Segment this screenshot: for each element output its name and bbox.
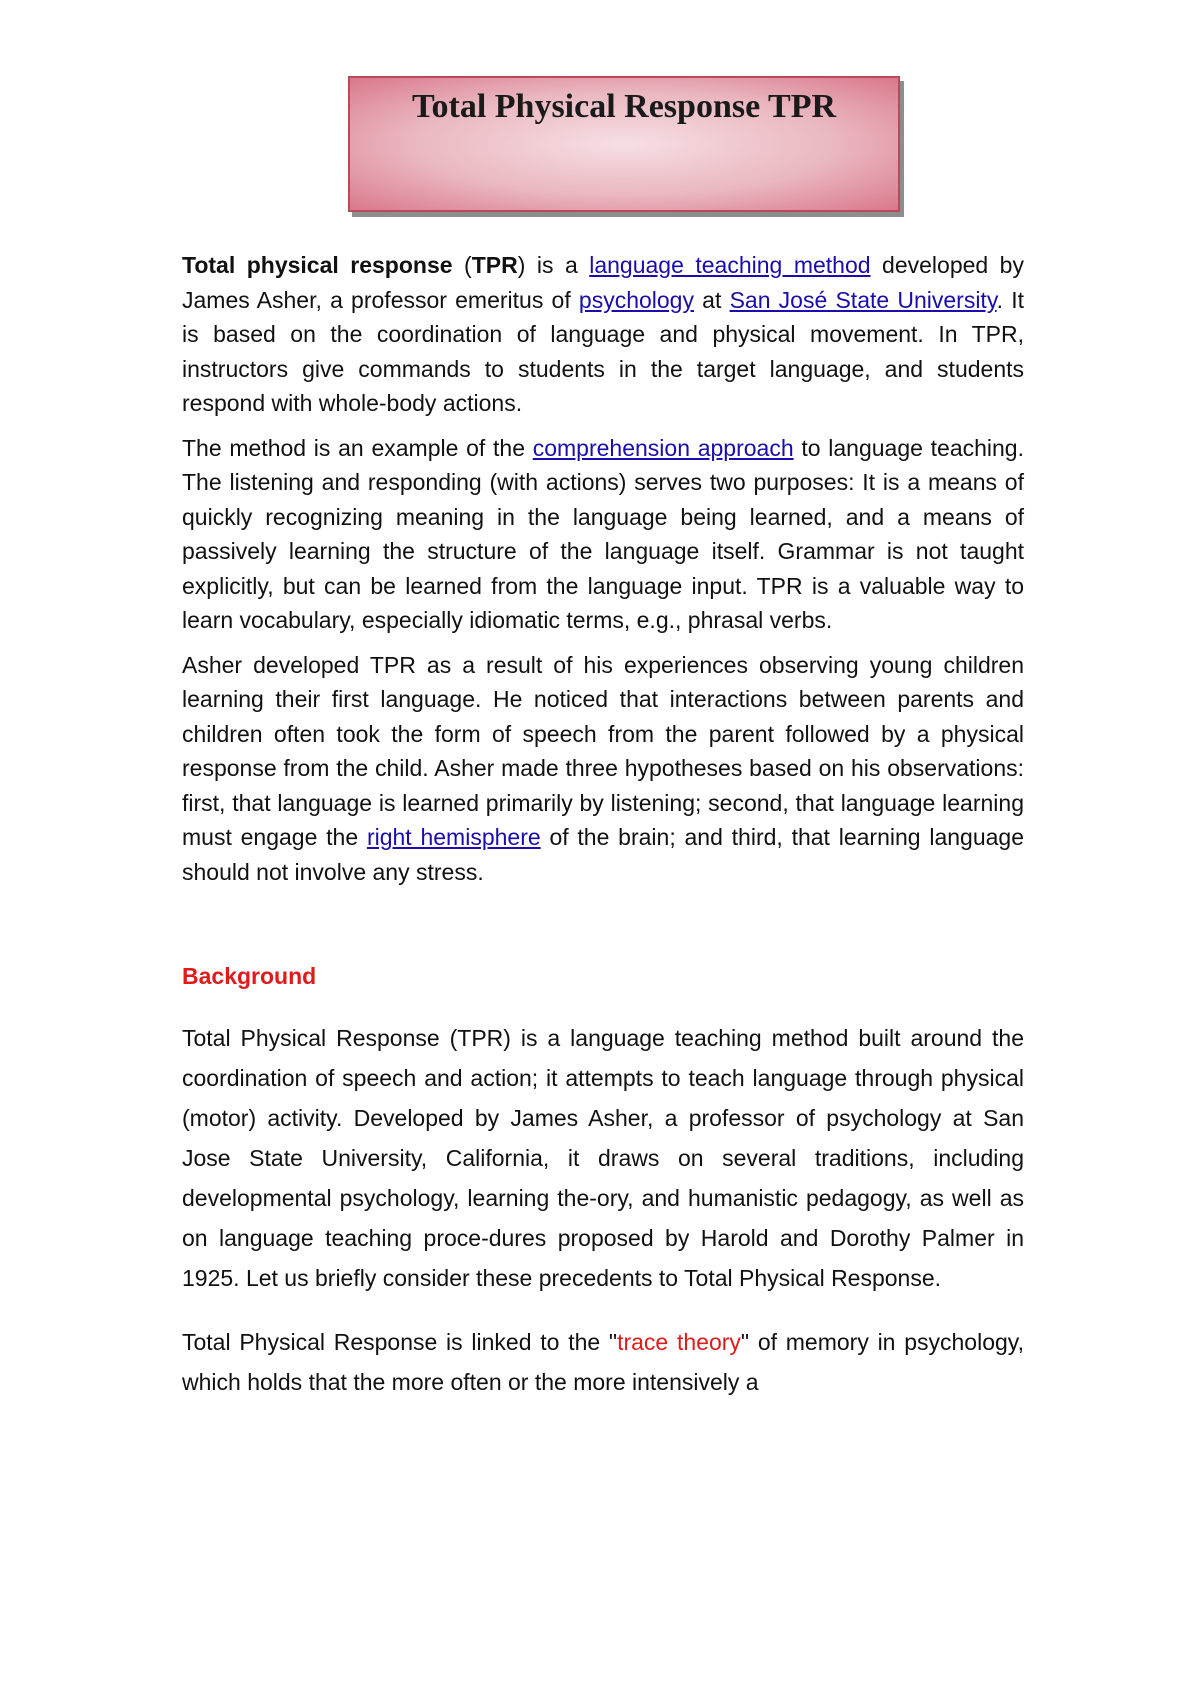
text-run: to language teaching. The listening and responding (with actions) serves two purposes: It is a means of quickly recognizing meaning in the language being learned, and a means of passively learning the structure of the language itself. Grammar is not taught explicitly, but can be learned from the language input. TPR is a valuable way to learn vocabulary, especially idiomatic terms, e.g., phrasal verbs. xyxy=(182,434,1024,633)
link-right-hemisphere[interactable]: right hemisphere xyxy=(366,824,541,850)
document-body xyxy=(182,248,1024,1426)
term-bold: Total physical response xyxy=(182,252,453,278)
text-run: The method is an example of the xyxy=(182,434,533,461)
title-banner xyxy=(348,76,900,212)
text-run: at xyxy=(693,286,730,313)
text-run: Total Physical Response is linked to the " xyxy=(182,1328,618,1355)
background-paragraph-2 xyxy=(182,1322,1024,1402)
link-language-teaching-method[interactable]: language teaching method xyxy=(589,252,871,278)
intro-paragraph-1 xyxy=(182,248,1024,421)
acronym-bold: TPR xyxy=(471,252,518,278)
background-paragraph-1: Total Physical Response (TPR) is a language teaching method built around the coordination of speech and action; it attempts to teach language through physical (motor) activity. Developed by James Asher, a professor of psychology at San Jose State University, California, it draws on several traditions, including developmental psychology, learning the-ory, and humanistic pedagogy, as well as on language teaching proce-dures proposed by Harold and Dorothy Palmer in 1925. Let us briefly consider these precedents to Total Physical Response. xyxy=(182,1024,1024,1291)
text-run: . It is based on the coordination of language and physical movement. In TPR, instructors give commands to students in the target language, and students respond with whole-body actions. xyxy=(182,286,1024,416)
text-run: ( xyxy=(452,252,472,278)
link-comprehension-approach[interactable]: comprehension approach xyxy=(532,434,794,461)
text-run: ) is a xyxy=(517,252,590,278)
link-psychology[interactable]: psychology xyxy=(578,286,694,313)
text-run: Asher developed TPR as a result of his experiences observing young children learning their first language. He noticed that interactions between parents and children often took the form of speech from the parent followed by a physical response from the child. Asher made three hypotheses based on his observations: first, that language is learned primarily by listening; second, that language learning must engage the xyxy=(182,651,1024,850)
document-title: Total Physical Response TPR xyxy=(411,88,837,125)
text-run: " of memory in psychology, which holds that the more often or the more intensively a xyxy=(182,1328,1024,1395)
text-run: of the brain; and third, that learning language should not involve any stress. xyxy=(182,824,1025,885)
text-run: developed by James Asher, a professor emeritus of xyxy=(182,252,1024,313)
trace-theory-term: trace theory xyxy=(617,1328,741,1355)
section-heading-background: Background xyxy=(182,963,317,989)
link-san-jose-state-university[interactable]: San José State University xyxy=(729,286,997,313)
intro-paragraph-3 xyxy=(182,648,1024,890)
intro-paragraph-2 xyxy=(182,431,1024,638)
